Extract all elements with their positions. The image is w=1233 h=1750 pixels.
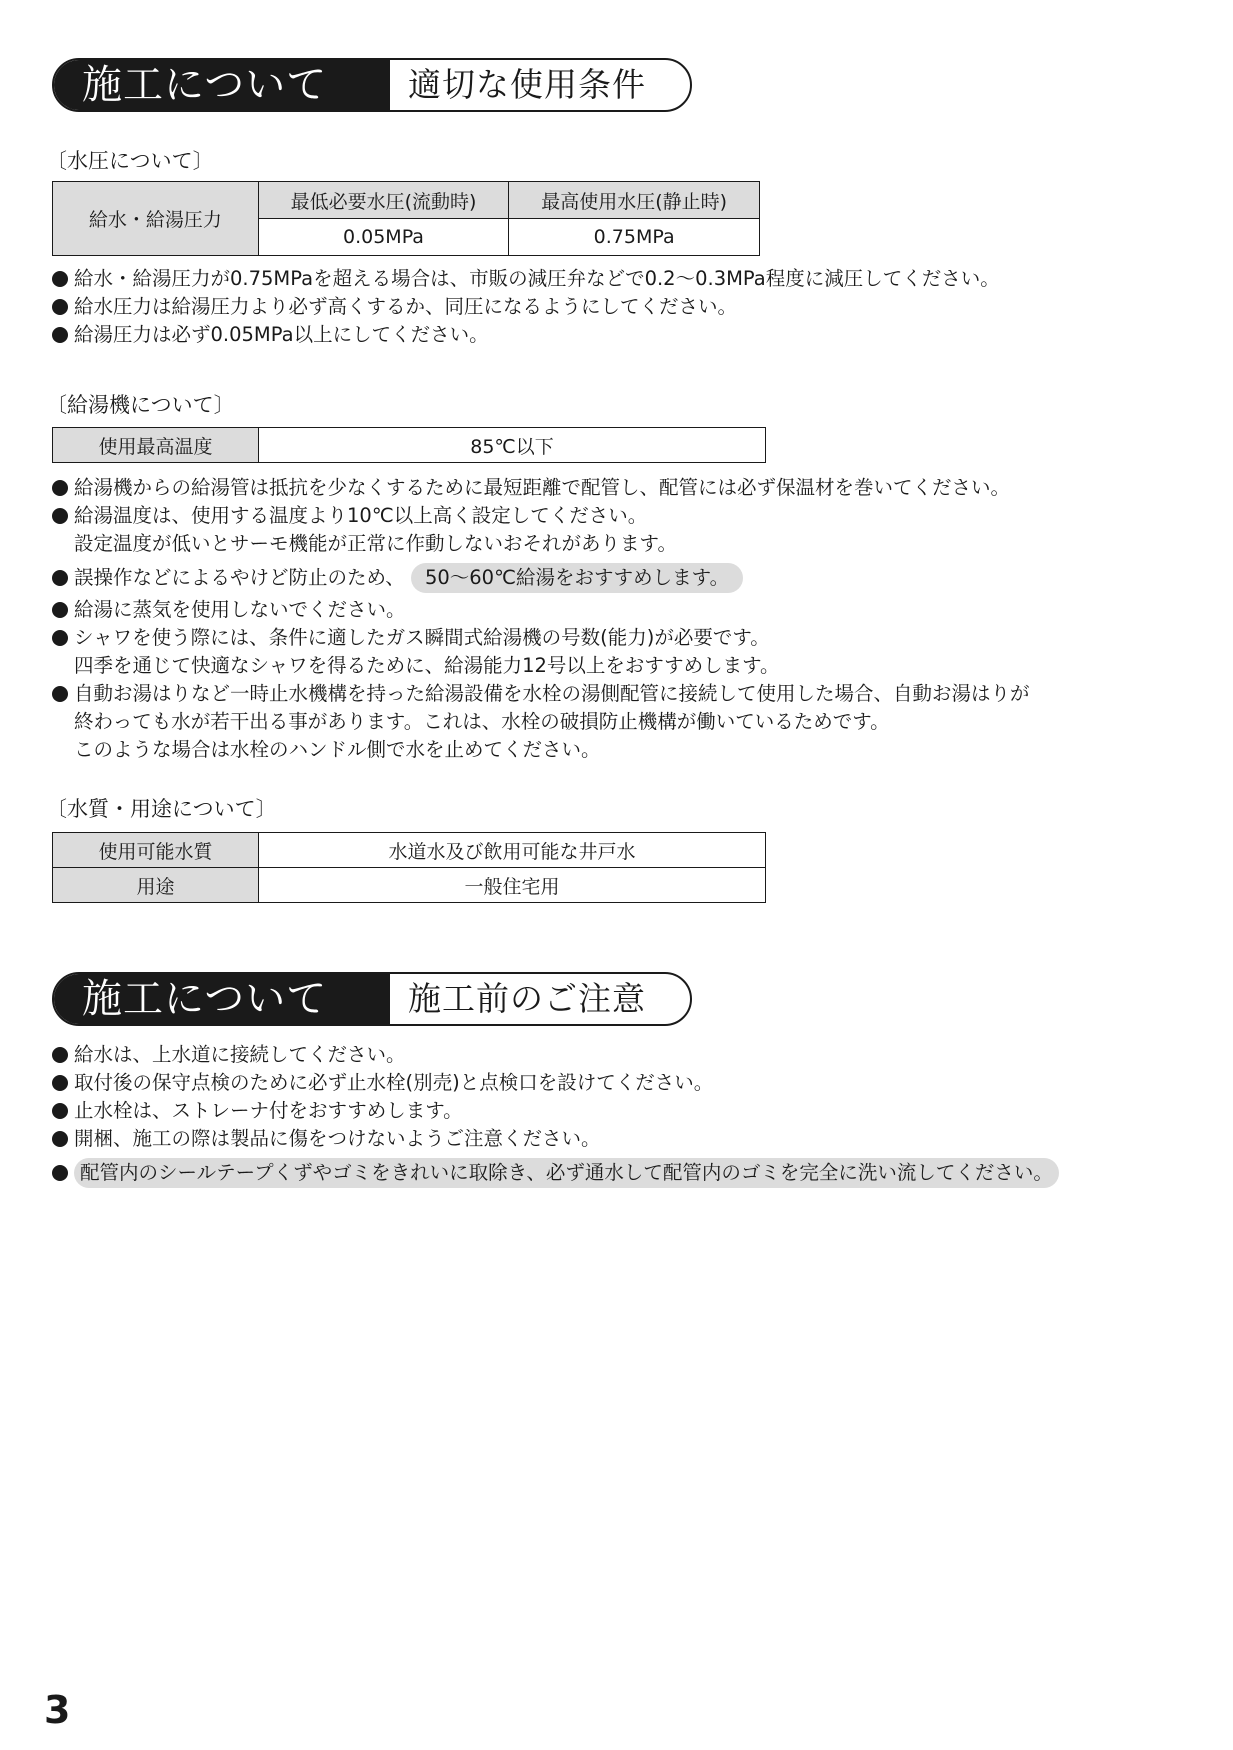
list-item: 給湯機からの給湯管は抵抗を少なくするために最短距離で配管し、配管には必ず保温材を巻いてください。: [52, 474, 1030, 502]
section-heading-title: 施工について: [54, 974, 390, 1024]
list-item: 取付後の保守点検のために必ず止水栓(別売)と点検口を設けてください。: [52, 1069, 1059, 1097]
usage-value: 一般住宅用: [259, 868, 766, 903]
water-pressure-row-header: 給水・給湯圧力: [53, 182, 259, 256]
bullet-icon: [52, 1047, 68, 1063]
bullet-icon: [52, 1131, 68, 1147]
section-heading-subtitle: 施工前のご注意: [408, 979, 646, 1018]
pre-installation-notes: [52, 1041, 1059, 1189]
list-item: 止水栓は、ストレーナ付をおすすめします。: [52, 1097, 1059, 1125]
list-item-continuation: 設定温度が低いとサーモ機能が正常に作動しないおそれがあります。: [74, 532, 677, 555]
water-pressure-notes: [52, 265, 1000, 349]
section-heading-usage-conditions: [52, 58, 692, 112]
bullet-icon: [52, 686, 68, 702]
usage-header: 用途: [53, 868, 259, 903]
water-heater-label: 〔給湯機について〕: [46, 393, 235, 417]
section-heading-pre-installation: [52, 972, 692, 1026]
bullet-icon: [52, 299, 68, 315]
highlighted-recommendation: 50〜60℃給湯をおすすめします。: [411, 563, 743, 593]
water-heater-notes: [52, 474, 1030, 764]
min-pressure-header: 最低必要水圧(流動時): [258, 182, 509, 219]
bullet-icon: [52, 1103, 68, 1119]
max-temperature-value: 85℃以下: [259, 428, 766, 463]
water-pressure-label: 〔水圧について〕: [46, 149, 214, 173]
bullet-icon: [52, 327, 68, 343]
water-quality-table: [52, 832, 766, 903]
water-pressure-table: [52, 181, 760, 256]
max-pressure-value: 0.75MPa: [509, 219, 760, 256]
max-pressure-header: 最高使用水圧(静止時): [509, 182, 760, 219]
list-item: シャワを使う際には、条件に適したガス瞬間式給湯機の号数(能力)が必要です。: [52, 624, 1030, 652]
bullet-icon: [52, 630, 68, 646]
bullet-icon: [52, 1075, 68, 1091]
list-item: 開梱、施工の際は製品に傷をつけないようご注意ください。: [52, 1125, 1059, 1153]
list-item-continuation: 四季を通じて快適なシャワを得るために、給湯能力12号以上をおすすめします。: [74, 654, 780, 677]
water-quality-header: 使用可能水質: [53, 833, 259, 868]
bullet-icon: [52, 480, 68, 496]
section-heading-title: 施工について: [54, 60, 390, 110]
water-quality-label: 〔水質・用途について〕: [46, 797, 277, 821]
list-item: 誤操作などによるやけど防止のため、 50〜60℃給湯をおすすめします。: [52, 562, 1030, 594]
list-item: 給湯温度は、使用する温度より10℃以上高く設定してください。: [52, 502, 1030, 530]
highlighted-warning: 配管内のシールテープくずやゴミをきれいに取除き、必ず通水して配管内のゴミを完全に洗い流してください。: [74, 1158, 1059, 1188]
list-item: 給湯に蒸気を使用しないでください。: [52, 596, 1030, 624]
list-item: 給水圧力は給湯圧力より必ず高くするか、同圧になるようにしてください。: [52, 293, 1000, 321]
list-item: 給水・給湯圧力が0.75MPaを超える場合は、市販の減圧弁などで0.2〜0.3MPa程度に減圧してください。: [52, 265, 1000, 293]
bullet-icon: [52, 1165, 68, 1181]
list-item-continuation: 終わっても水が若干出る事があります。これは、水栓の破損防止機構が働いているためです。: [74, 710, 890, 733]
bullet-icon: [52, 602, 68, 618]
min-pressure-value: 0.05MPa: [258, 219, 509, 256]
water-quality-value: 水道水及び飲用可能な井戸水: [259, 833, 766, 868]
bullet-icon: [52, 508, 68, 524]
page-number: 3: [44, 1688, 71, 1732]
list-item: [52, 1157, 1059, 1189]
bullet-icon: [52, 570, 68, 586]
list-item: 自動お湯はりなど一時止水機構を持った給湯設備を水栓の湯側配管に接続して使用した場合、自動お湯はりが: [52, 680, 1030, 708]
water-heater-table: [52, 427, 766, 463]
section-heading-subtitle: 適切な使用条件: [408, 65, 646, 104]
list-item: 給湯圧力は必ず0.05MPa以上にしてください。: [52, 321, 1000, 349]
list-item-continuation: このような場合は水栓のハンドル側で水を止めてください。: [74, 738, 601, 761]
max-temperature-header: 使用最高温度: [53, 428, 259, 463]
bullet-icon: [52, 271, 68, 287]
list-item: 給水は、上水道に接続してください。: [52, 1041, 1059, 1069]
